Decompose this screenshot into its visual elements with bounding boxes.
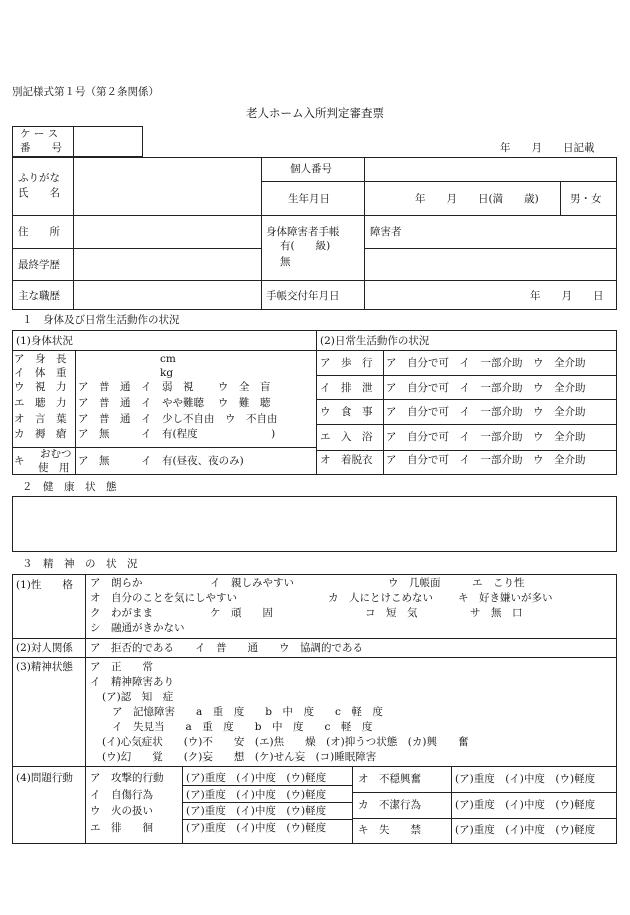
- adl-row-value: ア 自分で可 イ 一部介助 ウ 全介助: [386, 357, 586, 369]
- behavior-severity: (ア)重度 (イ)中度 (ウ)軽度: [186, 772, 327, 784]
- case-label-2: 番 号: [20, 142, 62, 154]
- body-row-value: ア 普 通 イ やや難聴 ウ 難 聴: [78, 397, 271, 409]
- body-row-label: ウ 視 力: [14, 381, 67, 393]
- behavior-label-item: ア 攻撃的行動: [90, 772, 164, 784]
- education-label: 最終学歴: [18, 259, 60, 271]
- body-row-value: ア 普 通 イ 弱 視 ウ 全 盲: [78, 381, 271, 393]
- character-option: シ 融通がきかない: [90, 622, 185, 634]
- character-option: オ 自分のことを気にしやすい: [90, 592, 237, 604]
- body-row-value: ア 無 イ 有(程度 ): [78, 428, 276, 440]
- case-label-1: ケ ー ス: [20, 128, 59, 140]
- character-option: ア 朗らか: [90, 577, 143, 589]
- adl-row-value: ア 自分で可 イ 一部介助 ウ 全介助: [386, 431, 586, 443]
- date-filled: 年 月 日記載: [500, 142, 595, 154]
- section-2-title: ２ 健 康 状 態: [22, 481, 117, 493]
- behavior-severity: (ア)重度 (イ)中度 (ウ)軽度: [455, 773, 596, 785]
- disability-book-no: 無: [280, 256, 291, 268]
- character-option: ク わがまま: [90, 607, 153, 619]
- character-label: (1)性 格: [16, 579, 73, 591]
- body-row-value: cm: [160, 353, 176, 365]
- adl-row-label: エ 入 浴: [320, 431, 373, 443]
- behavior-label-item: オ 不穏興奮: [358, 773, 421, 785]
- personal-number-label: 個人番号: [290, 163, 332, 175]
- disabled-person-label: 障害者: [370, 226, 402, 238]
- character-option: ケ 頑 固: [210, 607, 273, 619]
- behavior-label-item: イ 自傷行為: [90, 789, 153, 801]
- body-status-title: (1)身体状況: [16, 335, 73, 347]
- adl-row-value: ア 自分で可 イ 一部介助 ウ 全介助: [386, 406, 586, 418]
- adl-title: (2)日常生活動作の状況: [320, 335, 430, 347]
- mental-label: (3)精神状態: [16, 661, 73, 673]
- behavior-label-item: キ 失 禁: [358, 824, 421, 836]
- form-title: 老人ホーム入所判定審査票: [246, 106, 384, 120]
- character-option: サ 無 口: [470, 607, 523, 619]
- behavior-severity: (ア)重度 (イ)中度 (ウ)軽度: [455, 824, 596, 836]
- character-option: ウ 几帳面: [388, 577, 441, 589]
- form-number: 別記様式第１号（第２条関係）: [12, 86, 159, 98]
- occupation-label: 主な職歴: [18, 290, 60, 302]
- address-label: 住 所: [18, 226, 60, 238]
- section-3-title: ３ 精 神 の 状 況: [22, 558, 138, 570]
- birth-date-value: 年 月 日(満 歳): [415, 193, 539, 205]
- diaper-label-1: おむつ: [40, 448, 72, 460]
- character-option: キ 好き嫌いが多い: [458, 592, 553, 604]
- adl-row-label: オ 着脱衣: [320, 454, 373, 466]
- name-label: 氏 名: [18, 187, 60, 199]
- mental-status-line: ア 正 常: [90, 661, 153, 673]
- section-1-title: １ 身体及び日常生活動作の状況: [22, 314, 180, 326]
- furigana-label: ふりがな: [18, 172, 60, 184]
- character-option: イ 親しみやすい: [210, 577, 294, 589]
- mental-status-line: (ウ)幻 覚 (ク)妄 想 (ケ)せん妄 (コ)睡眠障害: [102, 751, 377, 763]
- mental-status-line: イ 失見当 a 重 度 b 中 度 c 軽 度: [112, 721, 373, 733]
- diaper-label-ki: キ: [14, 455, 25, 467]
- diaper-label-2: 使 用: [38, 462, 70, 474]
- issue-date-label: 手帳交付年月日: [266, 290, 340, 302]
- behavior-label-item: エ 徘 徊: [90, 822, 153, 834]
- body-row-value: kg: [160, 367, 174, 379]
- body-row-label: カ 褥 瘡: [14, 428, 67, 440]
- body-row-value: ア 普 通 イ 少し不自由 ウ 不自由: [78, 413, 278, 425]
- diaper-value: ア 無 イ 有(昼夜、夜のみ): [78, 455, 244, 467]
- disability-book-yes: 有( 級): [280, 240, 331, 252]
- birth-date-label: 生年月日: [288, 193, 330, 205]
- body-row-label: ア 身 長: [14, 353, 67, 365]
- behavior-severity: (ア)重度 (イ)中度 (ウ)軽度: [186, 805, 327, 817]
- adl-row-label: ウ 食 事: [320, 406, 373, 418]
- body-row-label: オ 言 葉: [14, 413, 67, 425]
- behavior-label-item: ウ 火の扱い: [90, 805, 153, 817]
- issue-date-value: 年 月 日: [530, 290, 604, 302]
- behavior-severity: (ア)重度 (イ)中度 (ウ)軽度: [186, 822, 327, 834]
- mental-status-line: ア 記憶障害 a 重 度 b 中 度 c 軽 度: [112, 706, 383, 718]
- body-row-label: エ 聴 力: [14, 397, 67, 409]
- behavior-severity: (ア)重度 (イ)中度 (ウ)軽度: [455, 799, 596, 811]
- adl-row-label: イ 排 泄: [320, 382, 373, 394]
- character-option: コ 短 気: [365, 607, 418, 619]
- relation-value: ア 拒否的である イ 普 通 ウ 協調的である: [90, 642, 363, 654]
- behavior-severity: (ア)重度 (イ)中度 (ウ)軽度: [186, 789, 327, 801]
- relation-label: (2)対人関係: [16, 642, 73, 654]
- adl-row-value: ア 自分で可 イ 一部介助 ウ 全介助: [386, 382, 586, 394]
- behavior-label: (4)問題行動: [16, 772, 73, 784]
- body-row-label: イ 体 重: [14, 367, 67, 379]
- behavior-label-item: カ 不潔行為: [358, 799, 421, 811]
- disability-book-label: 身体障害者手帳: [266, 226, 340, 238]
- adl-row-value: ア 自分で可 イ 一部介助 ウ 全介助: [386, 454, 586, 466]
- mental-status-line: (イ)心気症状 (ウ)不 安 (エ)焦 燥 (オ)抑うつ状態 (カ)興 奮: [102, 736, 469, 748]
- character-option: エ こり性: [472, 577, 525, 589]
- mental-status-line: (ア)認 知 症: [102, 691, 174, 703]
- mental-status-line: イ 精神障害あり: [90, 676, 174, 688]
- adl-row-label: ア 歩 行: [320, 357, 373, 369]
- character-option: カ 人にとけこめない: [328, 592, 433, 604]
- sex-field: 男・女: [570, 193, 602, 205]
- health-box[interactable]: [12, 496, 617, 552]
